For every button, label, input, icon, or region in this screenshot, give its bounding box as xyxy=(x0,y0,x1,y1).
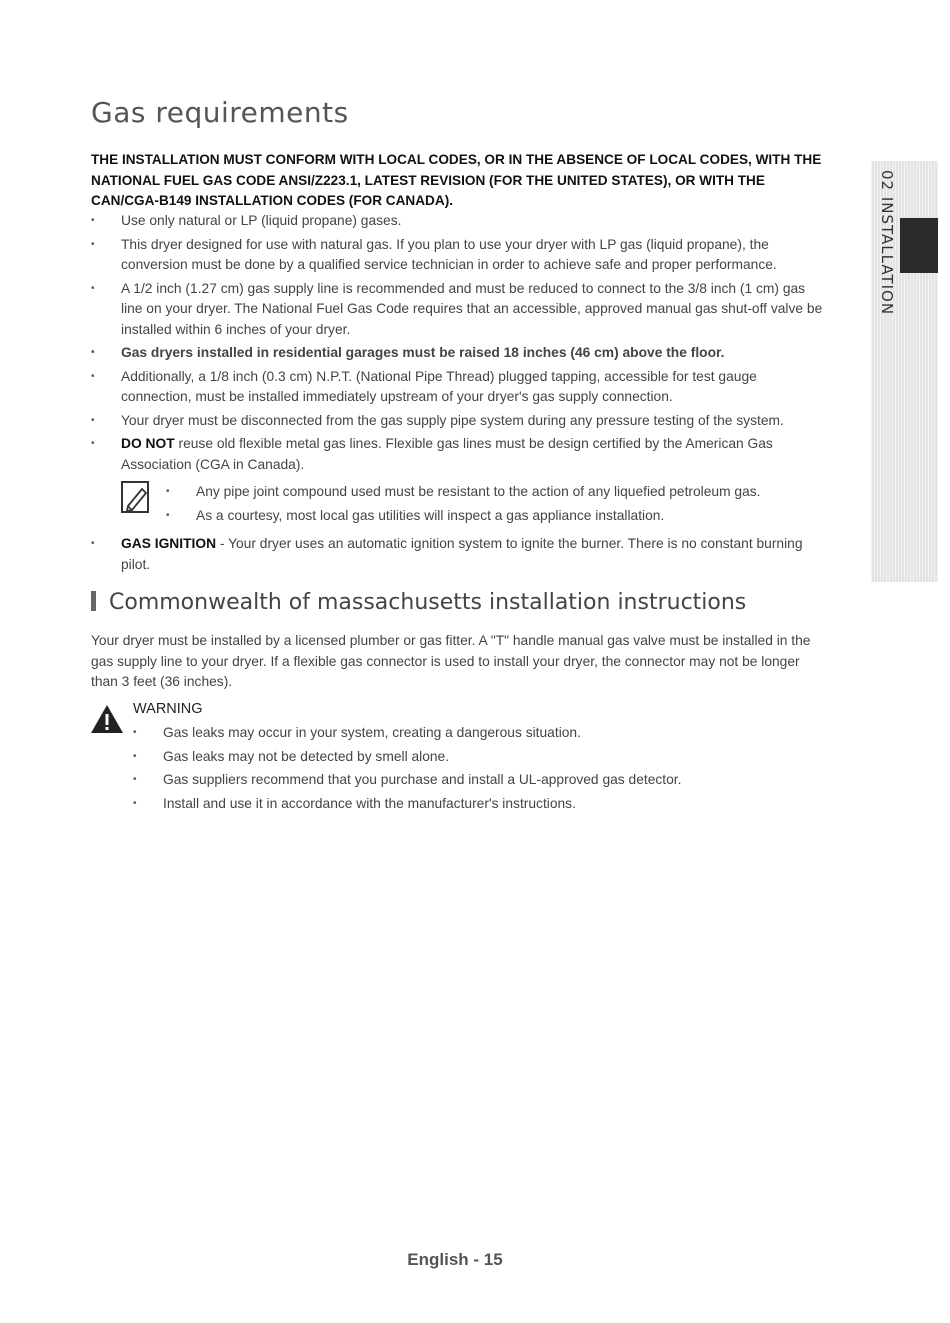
gas-ignition-label: GAS IGNITION xyxy=(121,536,217,551)
warning-item: • Gas leaks may occur in your system, creating a dangerous situation. xyxy=(133,723,813,744)
warning-title: WARNING xyxy=(133,701,203,717)
list-item-gas-ignition xyxy=(91,534,826,575)
warning-item: • Install and use it in accordance with the manufacturer's instructions. xyxy=(133,794,813,815)
note-pencil-icon xyxy=(120,480,154,518)
warning-triangle-icon xyxy=(90,704,124,734)
mass-section-title: Commonwealth of massachusetts installation instructions xyxy=(109,590,747,615)
note-list xyxy=(166,482,816,529)
gas-ignition-list xyxy=(91,534,826,578)
mass-paragraph: Your dryer must be installed by a licensed plumber or gas fitter. A "T" handle manual gas valve must be installed in the gas supply line to your dryer. If a flexible gas connector is used to install your dryer, the connector may not be longer than 3 feet (36 inches). xyxy=(91,633,811,689)
section-title: Gas requirements xyxy=(91,96,349,129)
conform-notice: THE INSTALLATION MUST CONFORM WITH LOCAL CODES, OR IN THE ABSENCE OF LOCAL CODES, WITH THE NATIONAL FUEL GAS CODE ANSI/Z223.1, LATEST REVISION (FOR THE UNITED STATES), OR WITH THE CAN/CGA-B149 INSTALLATION CODES (FOR CANADA). xyxy=(91,152,822,208)
list-item: • Additionally, a 1/8 inch (0.3 cm) N.P.T. (National Pipe Thread) plugged tapping, accessible for test gauge connection, must be installed immediately upstream of your dryer's gas supply connection. xyxy=(91,367,826,408)
list-item: • Use only natural or LP (liquid propane) gases. xyxy=(91,211,826,232)
heading-bar xyxy=(91,591,96,611)
note-item: • As a courtesy, most local gas utilities will inspect a gas appliance installation. xyxy=(166,506,816,527)
warning-item: • Gas suppliers recommend that you purchase and install a UL-approved gas detector. xyxy=(133,770,813,791)
warning-item: • Gas leaks may not be detected by smell alone. xyxy=(133,747,813,768)
list-item-do-not xyxy=(91,434,826,475)
list-item-garage: • Gas dryers installed in residential garages must be raised 18 inches (46 cm) above the floor. xyxy=(91,343,826,364)
mass-section-heading xyxy=(91,590,746,615)
chapter-tab-marker xyxy=(900,218,938,273)
gas-requirements-list xyxy=(91,211,826,478)
page-number: English - 15 xyxy=(407,1250,503,1269)
do-not-label: DO NOT xyxy=(121,436,175,451)
list-item: • A 1/2 inch (1.27 cm) gas supply line is recommended and must be reduced to connect to the 3/8 inch (1 cm) gas line on your dryer. The National Fuel Gas Code requires that an accessible, approved manual gas shut-off valve be installed within 6 inches of your dryer. xyxy=(91,279,826,341)
gas-ignition-text: - Your dryer uses an automatic ignition system to ignite the burner. There is no constant burning pilot. xyxy=(121,536,803,572)
note-item: • Any pipe joint compound used must be resistant to the action of any liquefied petroleum gas. xyxy=(166,482,816,503)
do-not-text: reuse old flexible metal gas lines. Flexible gas lines must be design certified by the American Gas Association (CGA in Canada). xyxy=(121,436,773,472)
chapter-tab-label: 02 INSTALLATION xyxy=(878,170,896,316)
list-item: • Your dryer must be disconnected from the gas supply pipe system during any pressure testing of the system. xyxy=(91,411,826,432)
warning-list xyxy=(133,723,813,817)
list-item: • This dryer designed for use with natural gas. If you plan to use your dryer with LP gas (liquid propane), the conversion must be done by a qualified service technician in order to achieve safe and proper performance. xyxy=(91,235,826,276)
